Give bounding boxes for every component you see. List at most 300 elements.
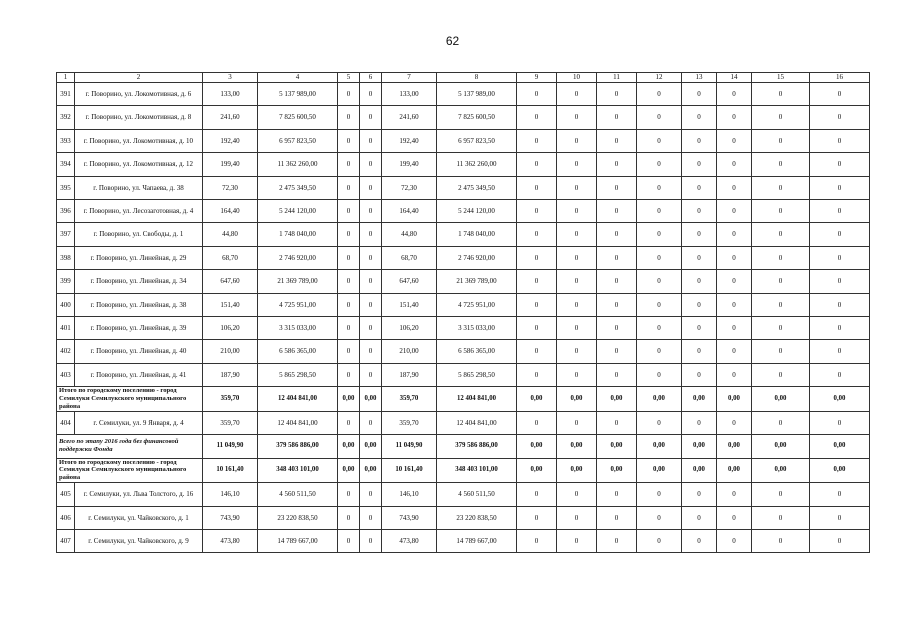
subtotal-cell: 348 403 101,00: [437, 458, 517, 483]
subtotal-cell: 10 161,40: [382, 458, 437, 483]
value-cell: 0: [517, 270, 557, 293]
value-cell: 0: [717, 483, 752, 506]
value-cell: 0: [810, 506, 870, 529]
subtotal-cell: 0,00: [597, 387, 637, 412]
value-cell: 0: [557, 411, 597, 434]
subtotal-cell: 0,00: [717, 387, 752, 412]
value-cell: 0: [517, 340, 557, 363]
value-cell: 0: [682, 340, 717, 363]
value-cell: 0: [752, 316, 810, 339]
address-cell: г. Поворино, ул. Линейная, д. 38: [75, 293, 203, 316]
value-cell: 5 244 120,00: [258, 199, 338, 222]
value-cell: 106,20: [382, 316, 437, 339]
row-number-cell: 395: [57, 176, 75, 199]
value-cell: 0: [752, 270, 810, 293]
table-row: [57, 530, 870, 553]
value-cell: 743,90: [382, 506, 437, 529]
value-cell: 0: [557, 129, 597, 152]
value-cell: 0: [752, 483, 810, 506]
value-cell: 0: [557, 363, 597, 386]
subtotal-cell: 0,00: [597, 435, 637, 458]
address-cell: г. Поворино, ул. Линейная, д. 40: [75, 340, 203, 363]
column-number-cell: 3: [203, 73, 258, 83]
subtotal-cell: 0,00: [360, 458, 382, 483]
column-number-cell: 12: [637, 73, 682, 83]
table-row: [57, 483, 870, 506]
value-cell: 0: [557, 223, 597, 246]
value-cell: 23 220 838,50: [258, 506, 338, 529]
value-cell: 0: [810, 363, 870, 386]
subtotal-row: [57, 435, 870, 458]
value-cell: 0: [637, 363, 682, 386]
value-cell: 5 137 989,00: [258, 83, 338, 106]
value-cell: 0: [597, 530, 637, 553]
value-cell: 241,60: [382, 106, 437, 129]
column-number-cell: 15: [752, 73, 810, 83]
address-cell: г. Поворино, ул. Линейная, д. 39: [75, 316, 203, 339]
subtotal-cell: 12 404 841,00: [258, 387, 338, 412]
subtotal-cell: 0,00: [810, 458, 870, 483]
column-number-cell: 2: [75, 73, 203, 83]
subtotal-cell: 0,00: [752, 387, 810, 412]
value-cell: 0: [517, 129, 557, 152]
subtotal-cell: 0,00: [338, 387, 360, 412]
value-cell: 0: [597, 199, 637, 222]
value-cell: 0: [597, 246, 637, 269]
value-cell: 0: [752, 176, 810, 199]
value-cell: 1 748 040,00: [258, 223, 338, 246]
value-cell: 0: [338, 270, 360, 293]
value-cell: 0: [597, 316, 637, 339]
value-cell: 0: [597, 176, 637, 199]
value-cell: 0: [810, 83, 870, 106]
row-number-cell: 406: [57, 506, 75, 529]
value-cell: 0: [752, 199, 810, 222]
value-cell: 0: [360, 363, 382, 386]
value-cell: 187,90: [382, 363, 437, 386]
value-cell: 0: [338, 129, 360, 152]
value-cell: 647,60: [203, 270, 258, 293]
value-cell: 0: [717, 83, 752, 106]
value-cell: 0: [717, 246, 752, 269]
value-cell: 0: [682, 530, 717, 553]
value-cell: 0: [752, 129, 810, 152]
value-cell: 0: [637, 106, 682, 129]
value-cell: 21 369 789,00: [258, 270, 338, 293]
row-number-cell: 400: [57, 293, 75, 316]
value-cell: 3 315 033,00: [258, 316, 338, 339]
value-cell: 0: [338, 199, 360, 222]
value-cell: 0: [637, 270, 682, 293]
value-cell: 0: [752, 363, 810, 386]
table-row: [57, 176, 870, 199]
value-cell: 0: [557, 483, 597, 506]
value-cell: 146,10: [382, 483, 437, 506]
value-cell: 0: [597, 223, 637, 246]
row-number-cell: 397: [57, 223, 75, 246]
table-row: [57, 411, 870, 434]
value-cell: 6 586 365,00: [437, 340, 517, 363]
value-cell: 0: [597, 270, 637, 293]
value-cell: 0: [517, 411, 557, 434]
value-cell: 0: [810, 340, 870, 363]
value-cell: 0: [682, 293, 717, 316]
value-cell: 0: [557, 530, 597, 553]
subtotal-label: Итого по городскому поселению - город Семилуки Семилукского муниципального района: [57, 387, 203, 412]
value-cell: 0: [338, 506, 360, 529]
value-cell: 0: [517, 176, 557, 199]
value-cell: 0: [517, 530, 557, 553]
column-number-cell: 4: [258, 73, 338, 83]
subtotal-cell: 0,00: [717, 458, 752, 483]
subtotal-cell: 0,00: [810, 435, 870, 458]
value-cell: 68,70: [203, 246, 258, 269]
value-cell: 0: [717, 411, 752, 434]
value-cell: 0: [637, 530, 682, 553]
value-cell: 133,00: [382, 83, 437, 106]
value-cell: 0: [637, 129, 682, 152]
value-cell: 0: [338, 293, 360, 316]
value-cell: 0: [338, 153, 360, 176]
column-number-cell: 7: [382, 73, 437, 83]
address-cell: г. Семилуки, ул. Льва Толстого, д. 16: [75, 483, 203, 506]
value-cell: 192,40: [382, 129, 437, 152]
value-cell: 0: [682, 316, 717, 339]
column-number-cell: 16: [810, 73, 870, 83]
value-cell: 0: [360, 483, 382, 506]
value-cell: 0: [752, 506, 810, 529]
value-cell: 23 220 838,50: [437, 506, 517, 529]
value-cell: 0: [557, 293, 597, 316]
value-cell: 0: [810, 199, 870, 222]
value-cell: 0: [682, 363, 717, 386]
table-row: [57, 270, 870, 293]
subtotal-cell: 359,70: [203, 387, 258, 412]
value-cell: 7 825 600,50: [437, 106, 517, 129]
value-cell: 0: [810, 270, 870, 293]
value-cell: 0: [682, 246, 717, 269]
value-cell: 133,00: [203, 83, 258, 106]
subtotal-cell: 0,00: [557, 458, 597, 483]
address-cell: г. Поворино, ул. Лесозаготовная, д. 4: [75, 199, 203, 222]
value-cell: 0: [360, 411, 382, 434]
address-cell: г. Семилуки, ул. Чайковского, д. 1: [75, 506, 203, 529]
value-cell: 0: [360, 316, 382, 339]
value-cell: 0: [557, 340, 597, 363]
value-cell: 151,40: [382, 293, 437, 316]
value-cell: 2 746 920,00: [437, 246, 517, 269]
value-cell: 0: [752, 106, 810, 129]
subtotal-row: [57, 458, 870, 483]
value-cell: 4 560 511,50: [437, 483, 517, 506]
value-cell: 0: [810, 129, 870, 152]
value-cell: 2 475 349,50: [258, 176, 338, 199]
value-cell: 0: [557, 199, 597, 222]
value-cell: 0: [637, 293, 682, 316]
value-cell: 0: [360, 106, 382, 129]
value-cell: 4 725 951,00: [437, 293, 517, 316]
value-cell: 0: [717, 270, 752, 293]
value-cell: 0: [810, 153, 870, 176]
value-cell: 210,00: [382, 340, 437, 363]
subtotal-cell: 0,00: [338, 458, 360, 483]
subtotal-cell: 0,00: [637, 387, 682, 412]
value-cell: 0: [717, 153, 752, 176]
value-cell: 12 404 841,00: [258, 411, 338, 434]
value-cell: 0: [752, 246, 810, 269]
value-cell: 0: [682, 223, 717, 246]
value-cell: 0: [682, 411, 717, 434]
value-cell: 0: [637, 223, 682, 246]
value-cell: 0: [717, 106, 752, 129]
subtotal-cell: 0,00: [682, 387, 717, 412]
value-cell: 146,10: [203, 483, 258, 506]
value-cell: 12 404 841,00: [437, 411, 517, 434]
value-cell: 0: [682, 106, 717, 129]
value-cell: 0: [752, 293, 810, 316]
table-row: [57, 129, 870, 152]
value-cell: 0: [597, 83, 637, 106]
value-cell: 0: [682, 270, 717, 293]
value-cell: 0: [717, 340, 752, 363]
address-cell: г. Поворино, ул. Локомотивная, д. 6: [75, 83, 203, 106]
value-cell: 0: [360, 129, 382, 152]
value-cell: 0: [752, 411, 810, 434]
value-cell: 0: [360, 270, 382, 293]
value-cell: 0: [597, 106, 637, 129]
value-cell: 2 746 920,00: [258, 246, 338, 269]
value-cell: 473,80: [382, 530, 437, 553]
value-cell: 5 244 120,00: [437, 199, 517, 222]
value-cell: 0: [597, 129, 637, 152]
subtotal-cell: 0,00: [338, 435, 360, 458]
value-cell: 0: [597, 340, 637, 363]
value-cell: 0: [338, 246, 360, 269]
value-cell: 11 362 260,00: [437, 153, 517, 176]
value-cell: 0: [810, 246, 870, 269]
value-cell: 0: [517, 223, 557, 246]
subtotal-cell: 379 586 886,00: [437, 435, 517, 458]
value-cell: 0: [557, 270, 597, 293]
value-cell: 743,90: [203, 506, 258, 529]
value-cell: 0: [360, 530, 382, 553]
value-cell: 0: [717, 530, 752, 553]
subtotal-cell: 0,00: [517, 387, 557, 412]
value-cell: 5 865 298,50: [437, 363, 517, 386]
address-cell: г. Семилуки, ул. Чайковского, д. 9: [75, 530, 203, 553]
value-cell: 0: [338, 340, 360, 363]
value-cell: 0: [557, 506, 597, 529]
row-number-cell: 405: [57, 483, 75, 506]
value-cell: 187,90: [203, 363, 258, 386]
table-row: [57, 293, 870, 316]
row-number-cell: 407: [57, 530, 75, 553]
value-cell: 72,30: [203, 176, 258, 199]
subtotal-cell: 348 403 101,00: [258, 458, 338, 483]
value-cell: 0: [338, 176, 360, 199]
value-cell: 0: [360, 153, 382, 176]
column-number-cell: 10: [557, 73, 597, 83]
value-cell: 14 789 667,00: [258, 530, 338, 553]
value-cell: 5 865 298,50: [258, 363, 338, 386]
value-cell: 0: [517, 316, 557, 339]
value-cell: 0: [810, 223, 870, 246]
value-cell: 0: [360, 340, 382, 363]
table-row: [57, 246, 870, 269]
value-cell: 0: [338, 223, 360, 246]
column-number-cell: 13: [682, 73, 717, 83]
value-cell: 0: [597, 293, 637, 316]
value-cell: 0: [360, 176, 382, 199]
value-cell: 7 825 600,50: [258, 106, 338, 129]
value-cell: 0: [597, 363, 637, 386]
value-cell: 0: [752, 83, 810, 106]
value-cell: 0: [637, 176, 682, 199]
value-cell: 0: [810, 316, 870, 339]
value-cell: 0: [597, 483, 637, 506]
value-cell: 151,40: [203, 293, 258, 316]
value-cell: 359,70: [382, 411, 437, 434]
page-number: 62: [445, 34, 460, 48]
value-cell: 0: [338, 483, 360, 506]
value-cell: 0: [360, 83, 382, 106]
column-number-cell: 1: [57, 73, 75, 83]
subtotal-cell: 0,00: [557, 387, 597, 412]
address-cell: г. Поворино, ул. Линейная, д. 41: [75, 363, 203, 386]
subtotal-cell: 0,00: [557, 435, 597, 458]
subtotal-cell: 0,00: [597, 458, 637, 483]
subtotal-cell: 0,00: [637, 458, 682, 483]
subtotal-cell: 11 049,90: [382, 435, 437, 458]
address-cell: г. Поворино, ул. Локомотивная, д. 12: [75, 153, 203, 176]
value-cell: 0: [752, 340, 810, 363]
value-cell: 0: [338, 530, 360, 553]
value-cell: 0: [517, 363, 557, 386]
value-cell: 0: [338, 83, 360, 106]
value-cell: 11 362 260,00: [258, 153, 338, 176]
column-number-cell: 14: [717, 73, 752, 83]
value-cell: 0: [517, 246, 557, 269]
value-cell: 0: [810, 106, 870, 129]
value-cell: 0: [557, 316, 597, 339]
table-row: [57, 83, 870, 106]
table-row: [57, 106, 870, 129]
row-number-cell: 404: [57, 411, 75, 434]
column-number-cell: 9: [517, 73, 557, 83]
value-cell: 0: [717, 129, 752, 152]
value-cell: 0: [597, 153, 637, 176]
value-cell: 0: [682, 129, 717, 152]
value-cell: 473,80: [203, 530, 258, 553]
column-number-cell: 8: [437, 73, 517, 83]
address-cell: г. Поворино, ул. Свободы, д. 1: [75, 223, 203, 246]
value-cell: 0: [637, 506, 682, 529]
value-cell: 0: [517, 83, 557, 106]
value-cell: 0: [682, 506, 717, 529]
address-cell: г. Поворино, ул. Линейная, д. 34: [75, 270, 203, 293]
value-cell: 0: [360, 246, 382, 269]
value-cell: 21 369 789,00: [437, 270, 517, 293]
value-cell: 2 475 349,50: [437, 176, 517, 199]
subtotal-cell: 0,00: [810, 387, 870, 412]
value-cell: 106,20: [203, 316, 258, 339]
value-cell: 0: [557, 176, 597, 199]
value-cell: 0: [517, 199, 557, 222]
value-cell: 0: [717, 199, 752, 222]
value-cell: 0: [717, 223, 752, 246]
value-cell: 0: [517, 293, 557, 316]
value-cell: 0: [810, 530, 870, 553]
value-cell: 6 957 823,50: [258, 129, 338, 152]
row-number-cell: 398: [57, 246, 75, 269]
row-number-cell: 402: [57, 340, 75, 363]
column-number-cell: 11: [597, 73, 637, 83]
subtotal-cell: 0,00: [682, 458, 717, 483]
subtotal-cell: 0,00: [517, 435, 557, 458]
value-cell: 199,40: [382, 153, 437, 176]
row-number-cell: 399: [57, 270, 75, 293]
subtotal-cell: 0,00: [637, 435, 682, 458]
value-cell: 5 137 989,00: [437, 83, 517, 106]
table-row: [57, 363, 870, 386]
address-cell: г. Поворино, ул. Локомотивная, д. 10: [75, 129, 203, 152]
value-cell: 0: [360, 223, 382, 246]
value-cell: 0: [338, 316, 360, 339]
row-number-cell: 391: [57, 83, 75, 106]
value-cell: 0: [717, 293, 752, 316]
column-number-cell: 5: [338, 73, 360, 83]
value-cell: 210,00: [203, 340, 258, 363]
value-cell: 0: [360, 293, 382, 316]
value-cell: 0: [338, 106, 360, 129]
value-cell: 0: [810, 411, 870, 434]
value-cell: 0: [637, 246, 682, 269]
value-cell: 647,60: [382, 270, 437, 293]
subtotal-cell: 0,00: [682, 435, 717, 458]
value-cell: 241,60: [203, 106, 258, 129]
row-number-cell: 392: [57, 106, 75, 129]
value-cell: 0: [637, 483, 682, 506]
value-cell: 0: [338, 363, 360, 386]
subtotal-cell: 0,00: [360, 387, 382, 412]
value-cell: 14 789 667,00: [437, 530, 517, 553]
value-cell: 1 748 040,00: [437, 223, 517, 246]
value-cell: 0: [557, 106, 597, 129]
value-cell: 0: [360, 199, 382, 222]
address-cell: г. Поворино, ул. Линейная, д. 29: [75, 246, 203, 269]
value-cell: 0: [637, 153, 682, 176]
value-cell: 6 957 823,50: [437, 129, 517, 152]
row-number-cell: 396: [57, 199, 75, 222]
value-cell: 0: [682, 176, 717, 199]
column-number-cell: 6: [360, 73, 382, 83]
value-cell: 44,80: [382, 223, 437, 246]
table-row: [57, 316, 870, 339]
value-cell: 0: [557, 246, 597, 269]
table-row: [57, 506, 870, 529]
value-cell: 3 315 033,00: [437, 316, 517, 339]
value-cell: 0: [752, 223, 810, 246]
row-number-cell: 393: [57, 129, 75, 152]
address-cell: г. Поворино, ул. Локомотивная, д. 8: [75, 106, 203, 129]
row-number-cell: 403: [57, 363, 75, 386]
subtotal-cell: 0,00: [517, 458, 557, 483]
address-cell: г. Поворино, ул. Чапаева, д. 38: [75, 176, 203, 199]
value-cell: 0: [557, 83, 597, 106]
value-cell: 0: [517, 483, 557, 506]
value-cell: 0: [517, 506, 557, 529]
subtotal-cell: 359,70: [382, 387, 437, 412]
